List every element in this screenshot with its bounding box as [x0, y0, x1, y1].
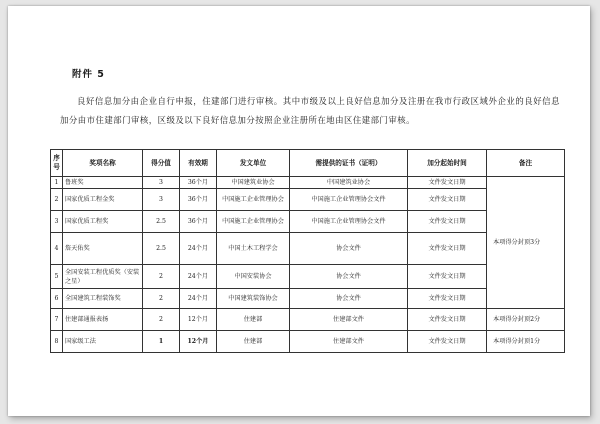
- remark-cap-3: 本项得分封顶3分: [487, 177, 565, 309]
- header-start-time: 加分起始时间: [408, 150, 487, 177]
- validity-period: 36个月: [180, 177, 217, 189]
- validity-period: 24个月: [180, 265, 217, 289]
- header-score: 得分值: [143, 150, 180, 177]
- award-score-table: [50, 149, 565, 353]
- score-value: 3: [143, 189, 180, 211]
- row-no: 6: [51, 289, 63, 309]
- header-issuer: 发文单位: [217, 150, 290, 177]
- header-certificate: 需提供的证书（证明）: [290, 150, 408, 177]
- score-value: 3: [143, 177, 180, 189]
- issuing-unit: 住建部: [217, 309, 290, 331]
- start-time: 文件发文日期: [408, 331, 487, 353]
- issuing-unit: 中国安装协会: [217, 265, 290, 289]
- issuing-unit: 中国土木工程学会: [217, 233, 290, 265]
- award-name: 国家优质工程奖: [63, 211, 143, 233]
- required-certificate: 协会文件: [290, 265, 408, 289]
- issuing-unit: 中国施工企业管理协会: [217, 211, 290, 233]
- row-no: 8: [51, 331, 63, 353]
- award-name: 国家优质工程金奖: [63, 189, 143, 211]
- remark-cap-2: 本项得分封顶2分: [487, 309, 565, 331]
- score-value: 2.5: [143, 211, 180, 233]
- score-value: 2: [143, 309, 180, 331]
- attachment-heading: 附件 5: [72, 69, 105, 80]
- validity-period: 12个月: [180, 331, 217, 353]
- score-value: 1: [143, 331, 180, 353]
- start-time: 文件发文日期: [408, 177, 487, 189]
- issuing-unit: 住建部: [217, 331, 290, 353]
- required-certificate: 住建部文件: [290, 309, 408, 331]
- table-header-row: [51, 150, 565, 177]
- validity-period: 36个月: [180, 189, 217, 211]
- issuing-unit: 中国建筑业协会: [217, 177, 290, 189]
- header-award-name: 奖项名称: [63, 150, 143, 177]
- award-name: 国家级工法: [63, 331, 143, 353]
- table-row: [51, 177, 565, 189]
- score-value: 2: [143, 265, 180, 289]
- validity-period: 24个月: [180, 233, 217, 265]
- intro-paragraph: 良好信息加分由企业自行申报，住建部门进行审核。其中市级及以上良好信息加分及注册在我市行政区域外企业的良好信息加分由市住建部门审核，区级及以下良好信息加分按照企业注册所在地由区住建部门审核。: [60, 96, 560, 125]
- row-no: 4: [51, 233, 63, 265]
- row-no: 2: [51, 189, 63, 211]
- award-name: 詹天佑奖: [63, 233, 143, 265]
- row-no: 7: [51, 309, 63, 331]
- header-validity: 有效期: [180, 150, 217, 177]
- award-name: 鲁班奖: [63, 177, 143, 189]
- validity-period: 12个月: [180, 309, 217, 331]
- start-time: 文件发文日期: [408, 189, 487, 211]
- start-time: 文件发文日期: [408, 309, 487, 331]
- required-certificate: 中国施工企业管理协会文件: [290, 211, 408, 233]
- score-value: 2.5: [143, 233, 180, 265]
- start-time: 文件发文日期: [408, 233, 487, 265]
- score-value: 2: [143, 289, 180, 309]
- award-name: 住建部通报表扬: [63, 309, 143, 331]
- required-certificate: 住建部文件: [290, 331, 408, 353]
- row-no: 5: [51, 265, 63, 289]
- issuing-unit: 中国建筑装饰协会: [217, 289, 290, 309]
- document-page: [8, 6, 590, 416]
- issuing-unit: 中国施工企业管理协会: [217, 189, 290, 211]
- start-time: 文件发文日期: [408, 211, 487, 233]
- row-no: 3: [51, 211, 63, 233]
- remark-cap-1: 本项得分封顶1分: [487, 331, 565, 353]
- required-certificate: 协会文件: [290, 289, 408, 309]
- required-certificate: 协会文件: [290, 233, 408, 265]
- start-time: 文件发文日期: [408, 289, 487, 309]
- validity-period: 36个月: [180, 211, 217, 233]
- award-name: 全国建筑工程装饰奖: [63, 289, 143, 309]
- table-row: [51, 331, 565, 353]
- required-certificate: 中国施工企业管理协会文件: [290, 189, 408, 211]
- row-no: 1: [51, 177, 63, 189]
- start-time: 文件发文日期: [408, 265, 487, 289]
- header-no: 序号: [51, 150, 63, 177]
- award-name: 全国安装工程优质奖（安装之星）: [63, 265, 143, 289]
- validity-period: 24个月: [180, 289, 217, 309]
- header-remarks: 备注: [487, 150, 565, 177]
- table-row: [51, 309, 565, 331]
- required-certificate: 中国建筑业协会: [290, 177, 408, 189]
